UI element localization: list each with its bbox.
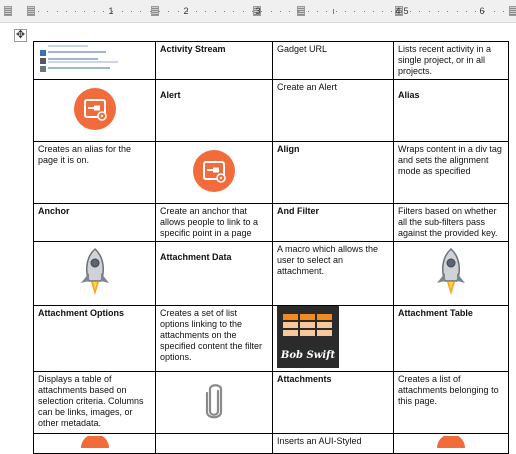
macro-description: Creates a set of list options linking to the attachments on the specified content the filter options. (156, 306, 273, 372)
table-row (34, 434, 509, 454)
ruler-number: 3 (255, 6, 261, 16)
macro-name: Attachment Table (394, 306, 509, 372)
ruler-dot (475, 11, 476, 12)
first-line-marker[interactable] (27, 6, 35, 16)
ruler-dot (382, 11, 383, 12)
screenshot-cell (34, 42, 156, 80)
macro-name: Anchor (34, 204, 156, 242)
empty-cell (156, 434, 273, 454)
table-row (34, 80, 509, 142)
ruler-dot (345, 11, 346, 12)
ruler-dot (280, 11, 281, 12)
ruler-dot (205, 11, 206, 12)
ruler-dot (243, 11, 244, 12)
gadget-url-link[interactable]: Gadget URL (273, 42, 394, 80)
macro-description: Displays a table of attachments based on selection criteria. Columns can be links, images, or other metadata. (34, 372, 156, 434)
macro-table (33, 41, 509, 454)
icon-cell (394, 434, 509, 454)
macro-description: Lists recent activity in a single project, or in all projects. (394, 42, 509, 80)
macro-icon-partial (431, 436, 471, 448)
table-row (34, 306, 509, 372)
alert-macro-icon (73, 87, 117, 131)
bob-swift-logo-icon (277, 306, 339, 368)
ruler-dot (364, 11, 365, 12)
macro-icon-partial (75, 436, 115, 448)
ruler-dot (66, 11, 67, 12)
ruler-number: 5 (403, 6, 409, 16)
macro-description: Create an anchor that allows people to link to a specific point in a page (156, 204, 273, 242)
ruler-dot (103, 11, 104, 12)
icon-cell (34, 242, 156, 306)
ruler-dot (233, 11, 234, 12)
ruler-dot (494, 11, 495, 12)
table-row (34, 42, 509, 80)
macro-description: Filters based on whether all the sub-filters pass against the provided key. (394, 204, 509, 242)
table-row (34, 242, 509, 306)
ruler-dot (317, 11, 318, 12)
icon-cell (273, 306, 394, 372)
table-row (34, 142, 509, 204)
macro-name: Attachment Options (34, 306, 156, 372)
ruler-dot (457, 11, 458, 12)
icon-cell (156, 142, 273, 204)
icon-cell (394, 242, 509, 306)
ruler-dot (373, 11, 374, 12)
icon-cell (156, 372, 273, 434)
ruler-dot (75, 11, 76, 12)
ruler-dot (47, 11, 48, 12)
ruler-dot (159, 11, 160, 12)
icon-cell (34, 434, 156, 454)
macro-description: Creates an alias for the page it is on. (34, 142, 156, 204)
rocket-macro-icon (432, 247, 470, 297)
ruler-dot (336, 11, 337, 12)
ruler-dot (429, 11, 430, 12)
rocket-macro-icon (76, 247, 114, 297)
macro-name: Alert (156, 80, 273, 142)
ruler-dot (298, 11, 299, 12)
ruler-dot (131, 11, 132, 12)
macro-name: Align (273, 142, 394, 204)
macro-description: Creates a list of attachments belonging to this page. (394, 372, 509, 434)
ruler-number: 2 (183, 6, 189, 16)
table-row (34, 372, 509, 434)
macro-name: Attachments (273, 372, 394, 434)
ruler-number: 1 (108, 6, 114, 16)
ruler-dot (401, 11, 402, 12)
ruler-dot (84, 11, 85, 12)
table-row (34, 204, 509, 242)
ruler-dot (57, 11, 58, 12)
ruler-number: 4 (395, 6, 401, 16)
ruler-dot (438, 11, 439, 12)
macro-description: Create an Alert (273, 80, 394, 142)
macro-name: Alias (394, 80, 509, 142)
ruler-dot (178, 11, 179, 12)
ruler-dot (447, 11, 448, 12)
ruler-dot (271, 11, 272, 12)
ruler-number: 6 (479, 6, 485, 16)
svg-text:Bob Swift: Bob Swift (280, 350, 336, 361)
ruler-dot (215, 11, 216, 12)
ruler-dot (391, 11, 392, 12)
ruler-dot (466, 11, 467, 12)
table-move-handle-icon[interactable]: ✥ (15, 29, 26, 41)
horizontal-ruler[interactable] (0, 0, 516, 23)
ruler-dot (252, 11, 253, 12)
ruler-dot (168, 11, 169, 12)
ruler-tick (333, 9, 334, 14)
icon-cell (34, 80, 156, 142)
ruler-dot (308, 11, 309, 12)
ruler-dot (354, 11, 355, 12)
macro-name: Activity Stream (156, 42, 273, 80)
ruler-dot (419, 11, 420, 12)
macro-description: Wraps content in a div tag and sets the alignment mode as specified (394, 142, 509, 204)
macro-name: Attachment Data (156, 242, 273, 306)
ruler-dot (150, 11, 151, 12)
left-indent-marker[interactable] (4, 6, 12, 16)
ruler-dot (289, 11, 290, 12)
macro-name: And Filter (273, 204, 394, 242)
ruler-dot (122, 11, 123, 12)
ruler-dot (196, 11, 197, 12)
macro-description: Inserts an AUI-Styled (273, 434, 394, 454)
macro-description: A macro which allows the user to select an attachment. (273, 242, 394, 306)
alert-macro-icon (192, 149, 236, 193)
ruler-dot (94, 11, 95, 12)
ruler-dot (38, 11, 39, 12)
right-indent-marker[interactable] (509, 6, 516, 16)
ruler-dot (326, 11, 327, 12)
activity-stream-screenshot (38, 44, 138, 72)
ruler-dot (224, 11, 225, 12)
column-marker[interactable] (151, 6, 159, 16)
ruler-dot (503, 11, 504, 12)
ruler-dot (410, 11, 411, 12)
ruler-dot (261, 11, 262, 12)
ruler-dot (140, 11, 141, 12)
paperclip-icon (202, 381, 226, 421)
